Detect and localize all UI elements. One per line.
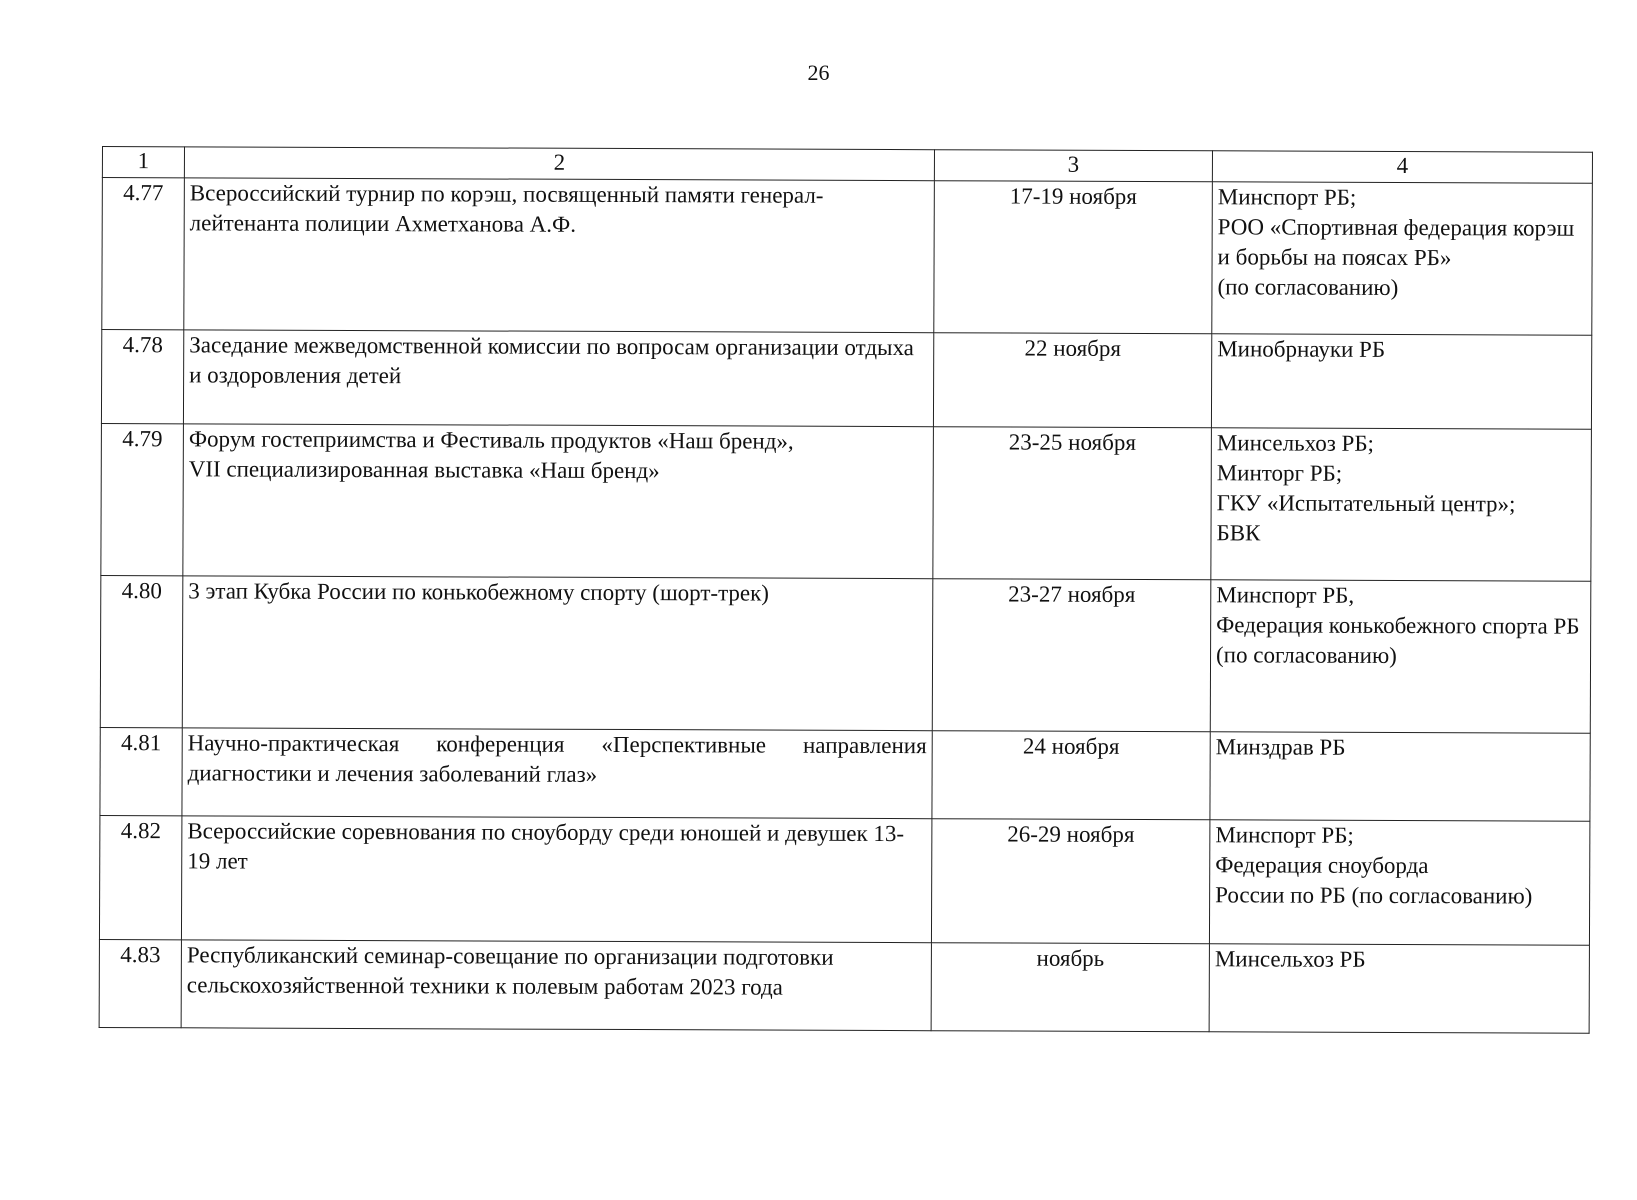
row-number: 4.80 [100, 575, 183, 727]
table-row [102, 178, 1593, 336]
responsible-cell [1212, 182, 1593, 335]
responsible-line: (по согласованию) [1217, 274, 1399, 300]
table-row [101, 423, 1592, 581]
responsible-cell [1209, 820, 1589, 945]
event-title: Всероссийский турнир по корэш, посвященный памяти генерал-лейтенанта полиции Ахметханова А.Ф. [184, 178, 935, 333]
event-title: Всероссийские соревнования по сноуборду среди юношей и девушек 13-19 лет [181, 816, 931, 943]
responsible-line: Федерация конькобежного спорта РБ [1216, 612, 1580, 639]
event-title [183, 424, 934, 579]
table-row [101, 330, 1591, 430]
event-date: ноябрь [931, 943, 1209, 1032]
responsible-line: БВК [1216, 520, 1261, 546]
event-title: Научно-практическая конференция «Перспективные направления диагностики и лечения заболеваний глаз» [182, 728, 932, 819]
event-title: 3 этап Кубка России по конькобежному спорту (шорт-трек) [182, 576, 933, 731]
responsible-line: Минсельхоз РБ; [1216, 430, 1375, 456]
responsible-line: (по согласованию) [1216, 642, 1397, 668]
table-row [99, 939, 1589, 1033]
column-header-2: 2 [184, 147, 934, 181]
row-number: 4.82 [99, 815, 181, 939]
column-header-1: 1 [102, 147, 184, 178]
responsible-line: Минобрнауки РБ [1217, 336, 1386, 362]
column-header-3: 3 [934, 150, 1212, 182]
row-number: 4.77 [102, 178, 185, 330]
row-number: 4.83 [99, 939, 181, 1027]
event-date: 22 ноября [933, 333, 1211, 428]
responsible-line: Минторг РБ; [1216, 460, 1343, 486]
responsible-line: Минсельхоз РБ [1214, 946, 1366, 972]
events-table-wrapper [99, 146, 1592, 1034]
responsible-cell [1210, 580, 1591, 733]
event-title-line: Форум гостеприимства и Фестиваль продуктов «Наш бренд», [188, 426, 794, 454]
event-date: 26-29 ноября [931, 819, 1209, 944]
responsible-line: Федерация сноуборда [1215, 852, 1429, 879]
responsible-line: Минздрав РБ [1215, 734, 1346, 760]
event-date: 17-19 ноября [934, 181, 1213, 334]
responsible-cell [1210, 732, 1590, 821]
responsible-line: РОО «Спортивная федерация корэш и борьбы на поясах РБ» [1217, 214, 1575, 271]
responsible-line: Минспорт РБ; [1217, 184, 1357, 210]
event-date: 23-27 ноября [932, 579, 1211, 732]
events-table [99, 146, 1593, 1034]
responsible-line: Минспорт РБ, [1216, 582, 1355, 608]
event-title: Заседание межведомственной комиссии по вопросам организации отдыха и оздоровления детей [183, 330, 933, 427]
table-row [100, 727, 1590, 821]
event-title-line: VII специализированная выставка «Наш бренд» [188, 456, 660, 484]
responsible-cell [1211, 428, 1592, 581]
responsible-cell [1209, 944, 1589, 1033]
table-row [99, 815, 1589, 945]
row-number: 4.79 [101, 423, 184, 575]
responsible-line: Минспорт РБ; [1215, 822, 1354, 848]
table-row [100, 575, 1591, 733]
page-number: 26 [807, 60, 830, 85]
event-date: 23-25 ноября [933, 427, 1212, 580]
responsible-line: России по РБ (по согласованию) [1215, 882, 1533, 909]
responsible-cell [1211, 334, 1591, 429]
column-header-4: 4 [1212, 151, 1592, 183]
responsible-line: ГКУ «Испытательный центр»; [1216, 490, 1516, 517]
row-number: 4.78 [101, 330, 183, 424]
event-title: Республиканский семинар-совещание по организации подготовки сельскохозяйственной техники к полевым работам 2023 года [181, 940, 931, 1031]
row-number: 4.81 [100, 727, 182, 815]
event-date: 24 ноября [932, 731, 1210, 820]
